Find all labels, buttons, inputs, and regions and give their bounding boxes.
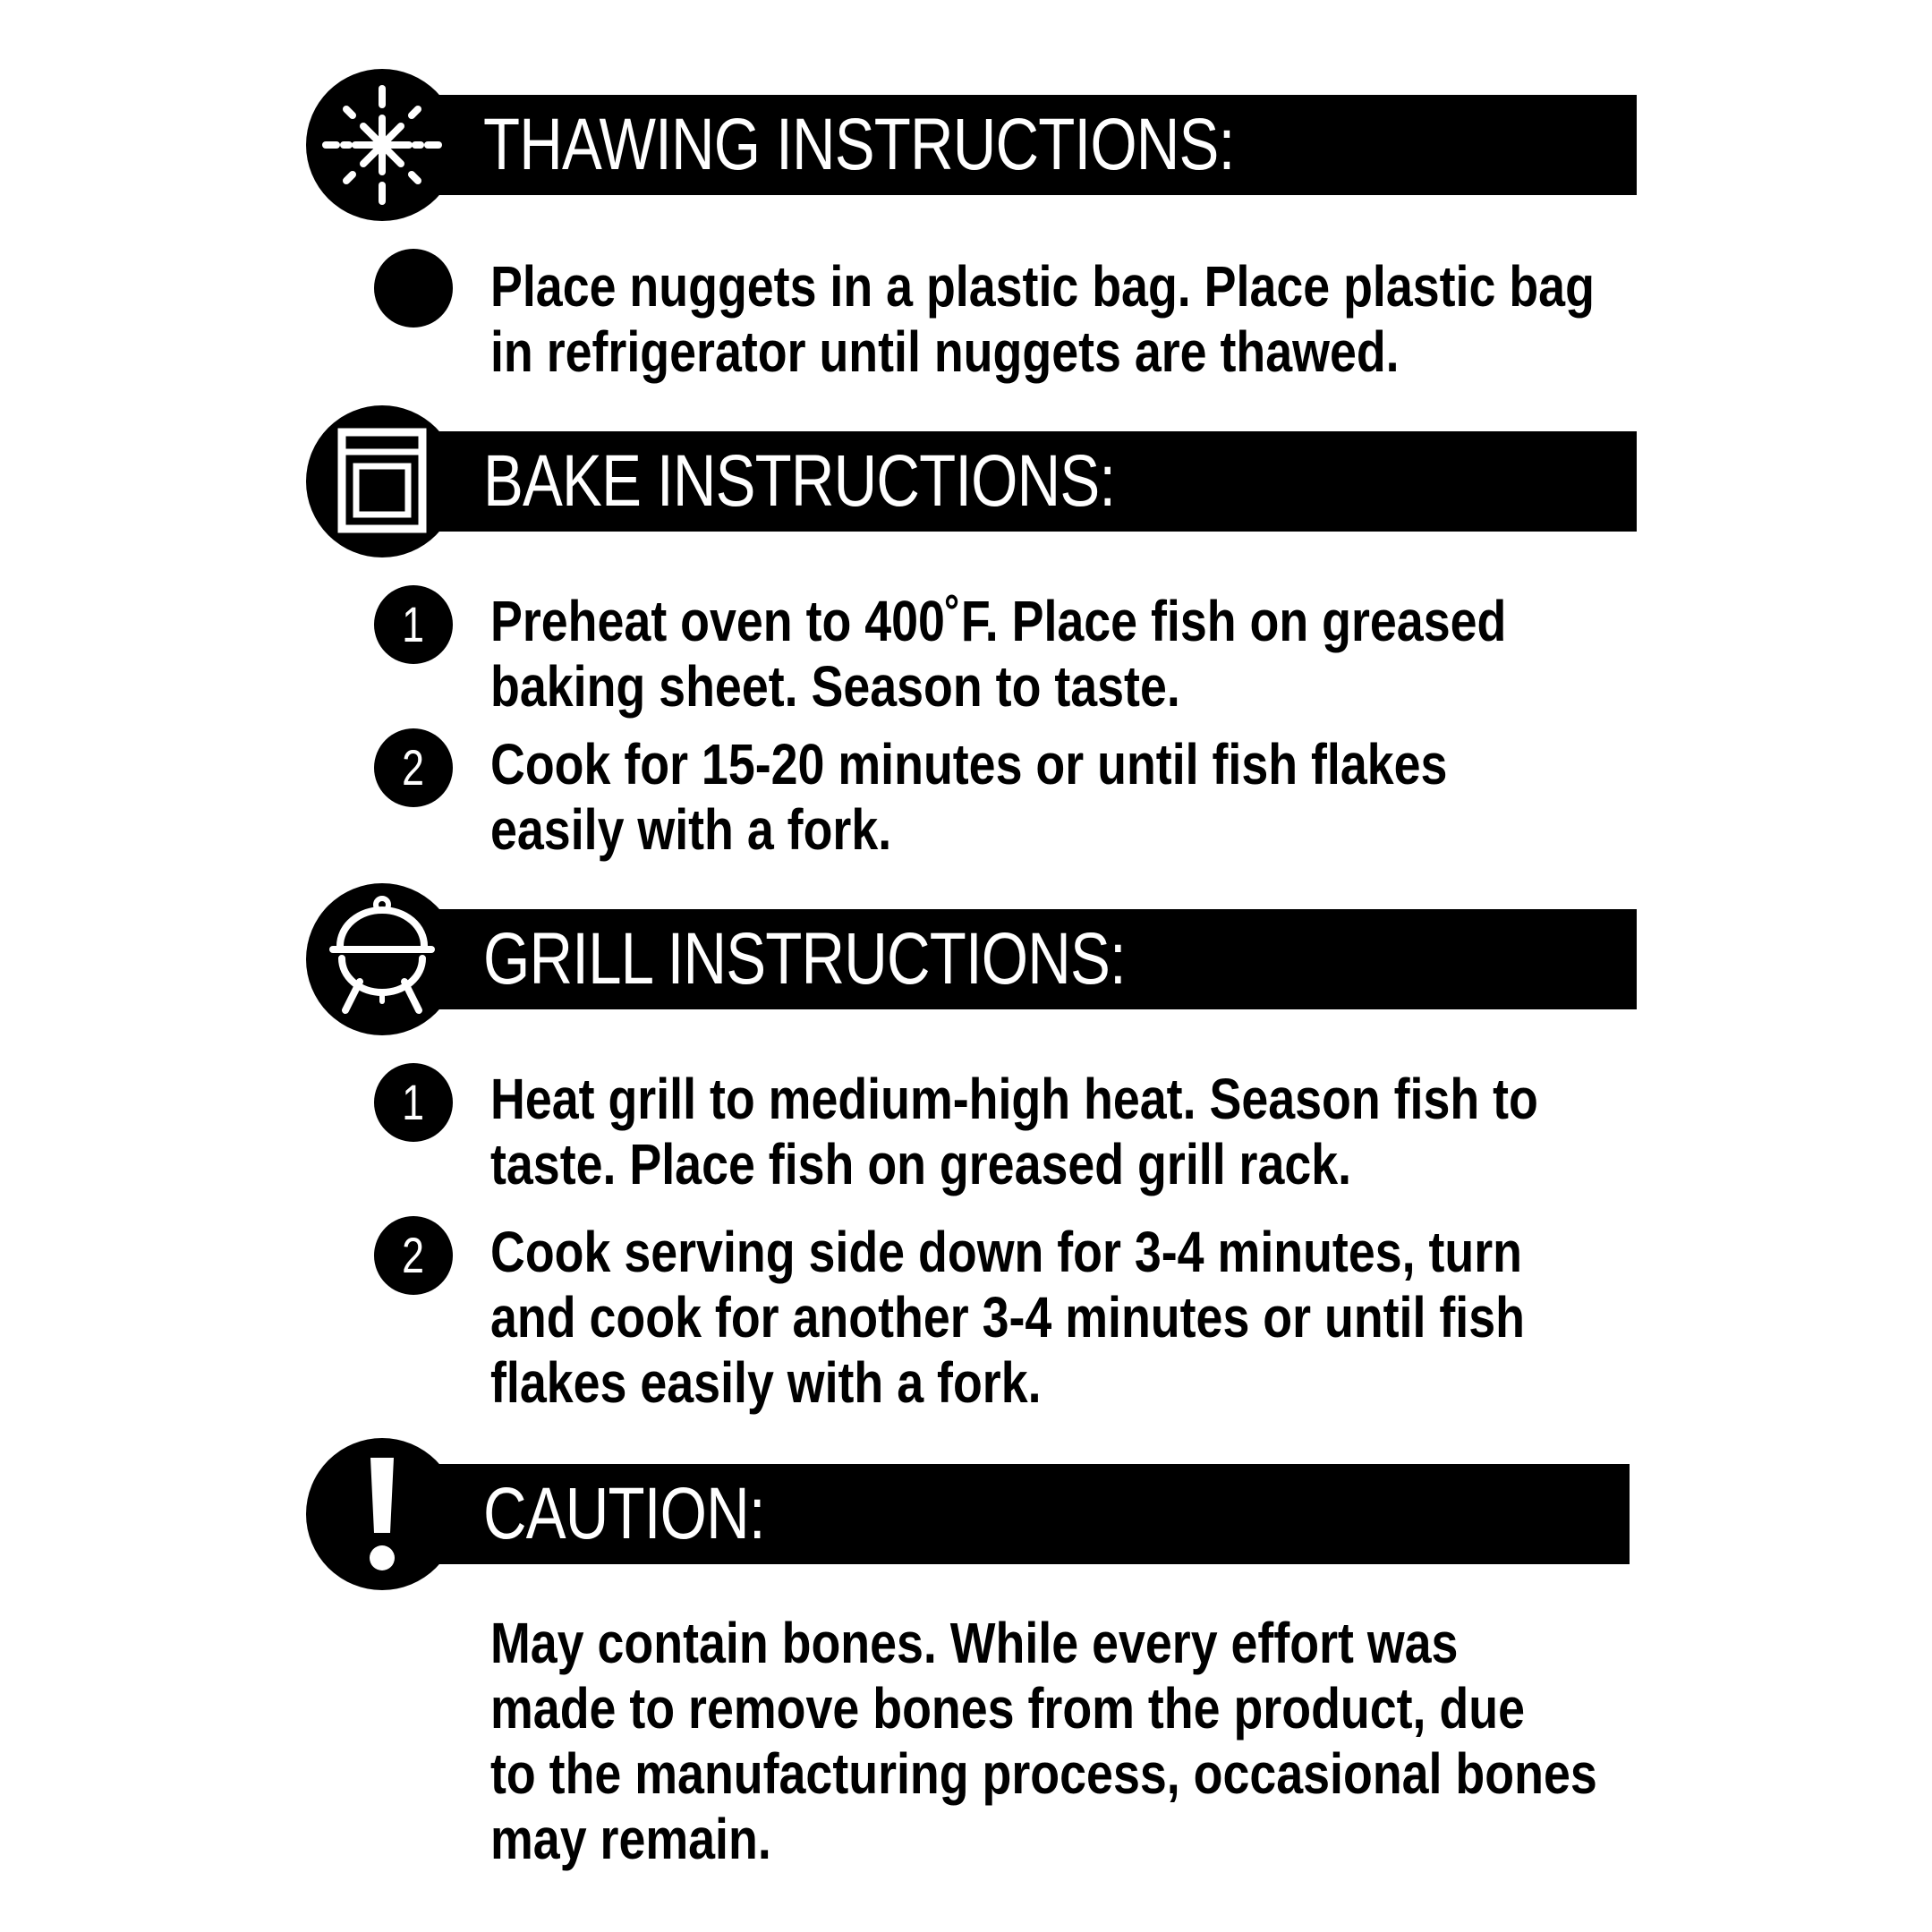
bake-step-1-text: Preheat oven to 400˚F. Place fish on greased baking sheet. Season to taste. — [490, 589, 1507, 719]
bake-step-1-number: 1 — [374, 585, 453, 664]
thawing-icon-circle — [306, 69, 458, 221]
bake-icon-circle — [306, 405, 458, 557]
caution-title: CAUTION: — [483, 1473, 765, 1554]
caution-icon-circle — [306, 1438, 458, 1590]
grill-icon-circle — [306, 883, 458, 1035]
grill-title: GRILL INSTRUCTIONS: — [483, 918, 1126, 1000]
grill-step-1-text: Heat grill to medium-high heat. Season fish to taste. Place fish on greased grill rack. — [490, 1067, 1538, 1196]
thawing-bullet — [374, 249, 453, 328]
bake-step-2-number: 2 — [374, 728, 453, 807]
grill-step-2-text: Cook serving side down for 3-4 minutes, turn and cook for another 3-4 minutes or until fish flakes easily with a fork. — [490, 1220, 1525, 1415]
grill-icon — [306, 883, 458, 1035]
snowflake-icon — [306, 69, 458, 221]
oven-icon — [306, 405, 458, 557]
caution-text: May contain bones. While every effort was made to remove bones from the product, due to the manufacturing process, occasional bones may remain. — [490, 1611, 1597, 1871]
exclamation-icon — [306, 1438, 458, 1590]
grill-step-1-number: 1 — [374, 1063, 453, 1142]
grill-step-2-number: 2 — [374, 1216, 453, 1295]
thawing-title: THAWING INSTRUCTIONS: — [483, 104, 1235, 185]
bake-title: BAKE INSTRUCTIONS: — [483, 440, 1116, 522]
thawing-step-text: Place nuggets in a plastic bag. Place plastic bag in refrigerator until nuggets are thawed. — [490, 254, 1595, 384]
bake-step-2-text: Cook for 15-20 minutes or until fish flakes easily with a fork. — [490, 732, 1448, 862]
